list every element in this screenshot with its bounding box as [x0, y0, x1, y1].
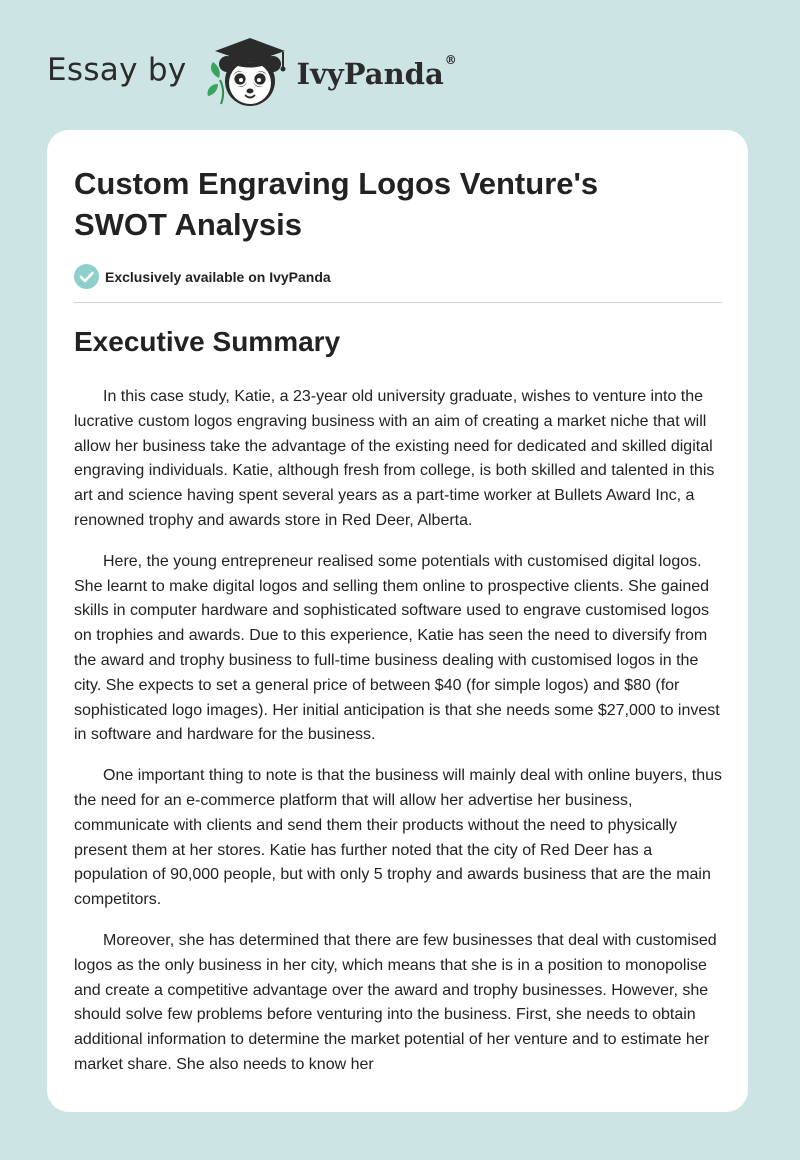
article-title: Custom Engraving Logos Venture's SWOT Analysis: [74, 166, 599, 242]
title-divider: [74, 302, 722, 303]
paragraph: Here, the young entrepreneur realised some potentials with customised digital logos. She learnt to make digital logos and selling them online to prospective clients. She gained skills in computer hardware and sophisticated software used to engrave customised logos on trophies and awards. Due to this experience, Katie has seen the need to diversify from the award and trophy business to full-time business dealing with customised logos in the city. She expects to set a general price of between $40 (for simple logos) and $80 (for sophisticated logo images). Her initial anticipation is that she needs some $27,000 to invest in software and hardware for the business.: [74, 552, 720, 744]
panda-mascot-icon: [205, 36, 295, 108]
section-heading: Executive Summary: [74, 326, 341, 357]
paragraph: Moreover, she has determined that there are few businesses that deal with customised logos as the only business in her city, which means that she is in a position to monopolise and create a competitive advantage over the award and trophy businesses. However, she should solve few problems before venturing into the business. First, she needs to obtain additional information to determine the market potential of her venture and to estimate her market share. She also needs to know her: [74, 931, 717, 1073]
paragraph: One important thing to note is that the business will mainly deal with online buyers, thus the need for an e-commerce platform that will allow her advertise her business, communicate with clients and send them their products without the need to physically present them at her stores. Katie has further noted that the city of Red Deer has a population of 90,000 people, but with only 5 trophy and awards business that are the main competitors.: [74, 767, 722, 909]
brand-prefix: Essay by: [47, 52, 187, 88]
article-card: [47, 130, 748, 1112]
paragraph: In this case study, Katie, a 23-year old university graduate, wishes to venture into the lucrative custom logos engraving business with an aim of creating a market niche that will allow her business take the advantage of the existing need for dedicated and skilled digital engraving individuals. Katie, although fresh from college, is both skilled and talented in this art and science having spent several years as a part-time worker at Bullets Award Inc, a renowned trophy and awards store in Red Deer, Alberta.: [74, 388, 715, 529]
article-body: [74, 385, 722, 1094]
registered-mark: ®: [444, 53, 457, 67]
brand-name-text: IvyPanda: [296, 57, 444, 91]
checkmark-circle-icon: [74, 264, 99, 289]
brand-name: [296, 53, 457, 91]
brand-header: [47, 36, 457, 108]
exclusive-badge-text: Exclusively available on IvyPanda: [105, 268, 331, 285]
exclusive-badge: [74, 264, 331, 289]
